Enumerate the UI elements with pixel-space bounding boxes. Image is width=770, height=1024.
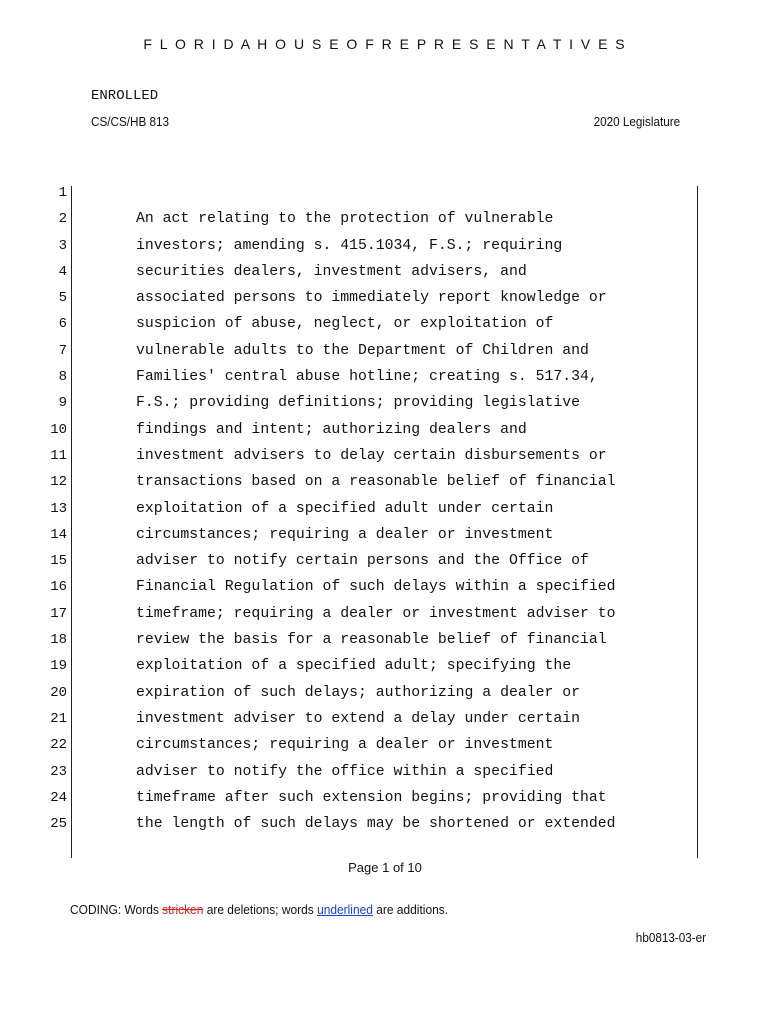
bill-line: [0, 208, 770, 234]
bill-line: [0, 734, 770, 760]
line-text: F.S.; providing definitions; providing legislative: [136, 395, 580, 412]
line-number: 7: [58, 342, 67, 359]
line-number: 24: [50, 789, 67, 806]
bill-line: [0, 655, 770, 681]
line-number: 1: [58, 185, 67, 201]
line-text: suspicion of abuse, neglect, or exploitation of: [136, 316, 554, 333]
bill-line: [0, 629, 770, 655]
line-number: 3: [58, 237, 67, 254]
line-number: 21: [50, 710, 67, 727]
line-text: Families' central abuse hotline; creating s. 517.34,: [136, 369, 598, 386]
line-text: timeframe after such extension begins; providing that: [136, 789, 607, 806]
bill-number: CS/CS/HB 813: [91, 114, 170, 129]
bill-line: [0, 576, 770, 602]
bill-line: [0, 787, 770, 813]
line-text: investment adviser to extend a delay under certain: [136, 710, 580, 727]
line-number: 16: [50, 579, 67, 596]
bill-line: [0, 445, 770, 471]
page-number: Page 1 of 10: [348, 860, 422, 875]
coding-middle: are deletions; words: [203, 902, 318, 917]
document-id: hb0813-03-er: [635, 930, 706, 945]
enrolled-label: ENROLLED: [91, 88, 159, 104]
line-text: timeframe; requiring a dealer or investment adviser to: [136, 605, 616, 622]
bill-line: [0, 761, 770, 787]
line-number: 22: [50, 737, 67, 754]
line-text: securities dealers, investment advisers, and: [136, 263, 527, 280]
line-number: 23: [50, 763, 67, 780]
bill-line: [0, 313, 770, 339]
line-number: 12: [50, 474, 67, 491]
line-number: 14: [50, 526, 67, 543]
chamber-banner: F L O R I D A H O U S E O F R E P R E S E N T A T I V E S: [143, 36, 627, 52]
line-text: expiration of such delays; authorizing a dealer or: [136, 684, 580, 701]
coding-prefix: CODING: Words: [70, 902, 163, 917]
line-text: investors; amending s. 415.1034, F.S.; requiring: [136, 237, 563, 254]
line-text: review the basis for a reasonable belief of financial: [136, 632, 607, 649]
bill-line: [0, 603, 770, 629]
line-number: 20: [50, 684, 67, 701]
line-text: adviser to notify certain persons and the Office of: [136, 553, 589, 570]
line-text: vulnerable adults to the Department of Children and: [136, 342, 589, 359]
line-text: transactions based on a reasonable belief of financial: [136, 474, 616, 491]
bill-line: [0, 261, 770, 287]
bill-line: [0, 498, 770, 524]
bill-line: [0, 182, 770, 208]
line-text: exploitation of a specified adult under certain: [136, 500, 554, 517]
line-number: 19: [50, 658, 67, 675]
bill-line: [0, 419, 770, 445]
line-text: An act relating to the protection of vulnerable: [136, 211, 554, 228]
line-number: 9: [58, 395, 67, 412]
coding-underlined-word: underlined: [317, 902, 373, 917]
bill-line: [0, 708, 770, 734]
line-number: 18: [50, 632, 67, 649]
bill-text-body: [0, 182, 770, 839]
line-number: 10: [50, 421, 67, 438]
line-text: exploitation of a specified adult; specifying the: [136, 658, 572, 675]
coding-suffix: are additions.: [372, 902, 449, 917]
coding-stricken-word: stricken: [162, 902, 204, 917]
bill-line: [0, 392, 770, 418]
bill-line: [0, 235, 770, 261]
line-number: 2: [58, 211, 67, 228]
line-text: investment advisers to delay certain disbursements or: [136, 447, 607, 464]
bill-line: [0, 682, 770, 708]
bill-line: [0, 340, 770, 366]
line-number: 11: [50, 447, 67, 464]
bill-line: [0, 813, 770, 839]
coding-legend: [70, 902, 448, 917]
line-text: circumstances; requiring a dealer or investment: [136, 526, 554, 543]
line-number: 6: [58, 316, 67, 333]
line-number: 4: [58, 263, 67, 280]
bill-line: [0, 524, 770, 550]
bill-line: [0, 287, 770, 313]
line-text: adviser to notify the office within a specified: [136, 763, 554, 780]
line-number: 5: [58, 290, 67, 307]
line-number: 8: [58, 369, 67, 386]
line-text: Financial Regulation of such delays within a specified: [136, 579, 616, 596]
line-text: findings and intent; authorizing dealers and: [136, 421, 527, 438]
bill-line: [0, 366, 770, 392]
bill-line: [0, 550, 770, 576]
line-text: the length of such delays may be shortened or extended: [136, 816, 616, 833]
line-number: 17: [50, 605, 67, 622]
session-label: 2020 Legislature: [593, 114, 680, 129]
line-number: 25: [50, 816, 67, 833]
line-text: associated persons to immediately report knowledge or: [136, 290, 607, 307]
bill-line: [0, 471, 770, 497]
line-number: 15: [50, 553, 67, 570]
line-text: circumstances; requiring a dealer or investment: [136, 737, 554, 754]
line-number: 13: [50, 500, 67, 517]
